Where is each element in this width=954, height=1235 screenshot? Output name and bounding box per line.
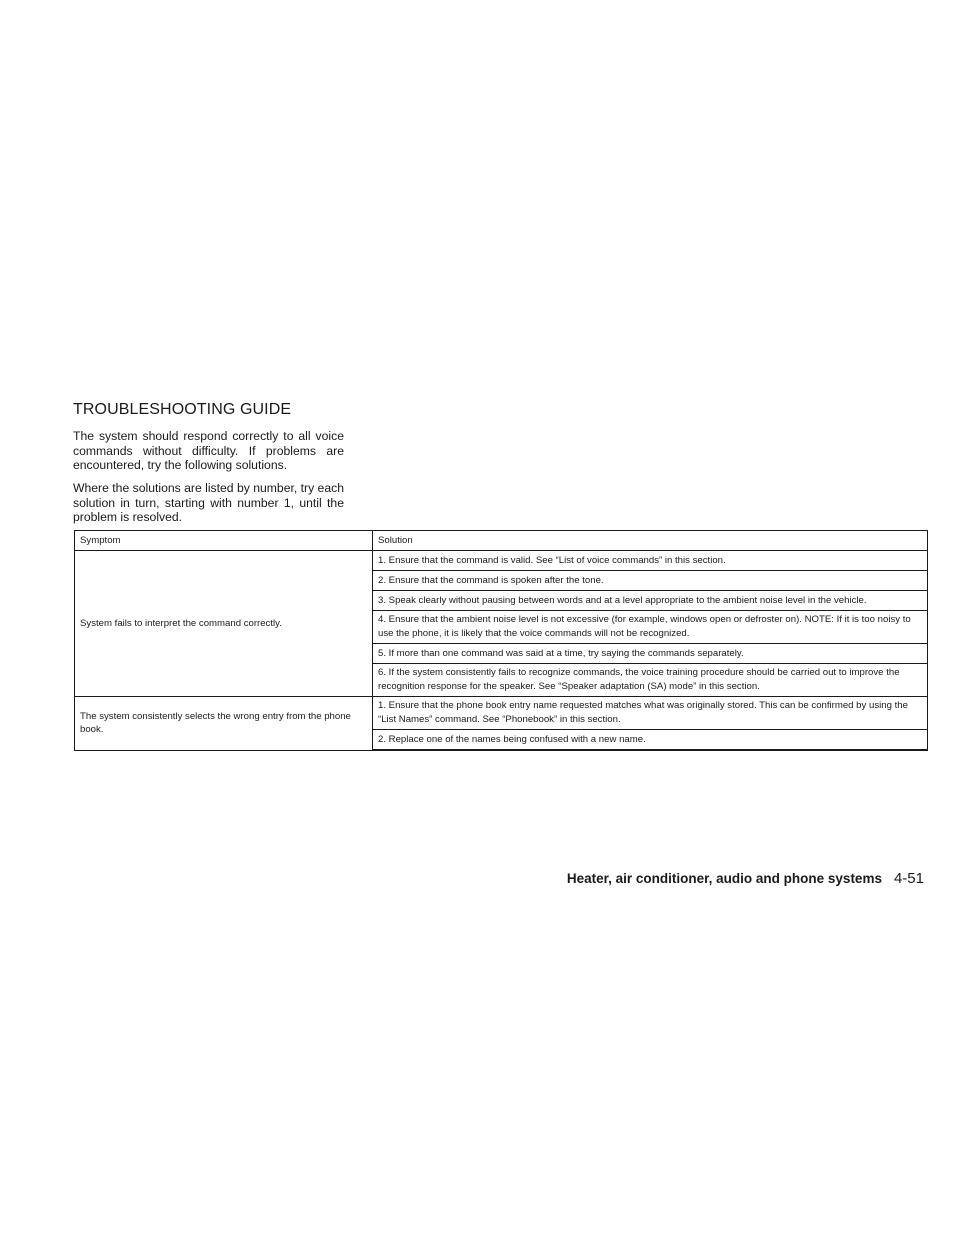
intro-paragraph-1: The system should respond correctly to all voice commands without difficulty. If problems are encountered, try the following solutions. <box>73 429 344 473</box>
solution-cell: 5. If more than one command was said at a time, try saying the commands separately. <box>373 644 928 664</box>
footer-section-title: Heater, air conditioner, audio and phone systems <box>566 871 882 886</box>
solution-cell: 4. Ensure that the ambient noise level is not excessive (for example, windows open or defroster on). NOTE: If it is too noisy to use the phone, it is likely that the voice commands will not be recognized. <box>373 611 928 644</box>
solution-cell: 2. Ensure that the command is spoken after the tone. <box>373 571 928 591</box>
solution-cell: 3. Speak clearly without pausing between words and at a level appropriate to the ambient noise level in the vehicle. <box>373 591 928 611</box>
table-row <box>75 697 928 730</box>
header-symptom: Symptom <box>75 531 373 551</box>
solution-cell: 2. Replace one of the names being confused with a new name. <box>373 730 928 751</box>
page-number: 4-51 <box>893 870 924 887</box>
header-solution: Solution <box>373 531 928 551</box>
solution-cell: 6. If the system consistently fails to recognize commands, the voice training procedure should be carried out to improve the recognition response for the speaker. See “Speaker adaptation (SA) mode” in this section. <box>373 664 928 697</box>
troubleshooting-table <box>74 530 928 751</box>
solution-cell: 1. Ensure that the phone book entry name requested matches what was originally stored. This can be confirmed by using the “List Names” command. See “Phonebook” in this section. <box>373 697 928 730</box>
table-row <box>75 551 928 571</box>
solution-cell: 1. Ensure that the command is valid. See “List of voice commands” in this section. <box>373 551 928 571</box>
section-heading: TROUBLESHOOTING GUIDE <box>73 401 292 418</box>
table-header-row <box>75 531 928 551</box>
symptom-cell: System fails to interpret the command correctly. <box>75 551 373 697</box>
page-footer <box>567 870 924 887</box>
symptom-cell: The system consistently selects the wrong entry from the phone book. <box>75 697 373 751</box>
intro-paragraph-2: Where the solutions are listed by number, try each solution in turn, starting with number 1, until the problem is resolved. <box>73 481 344 525</box>
